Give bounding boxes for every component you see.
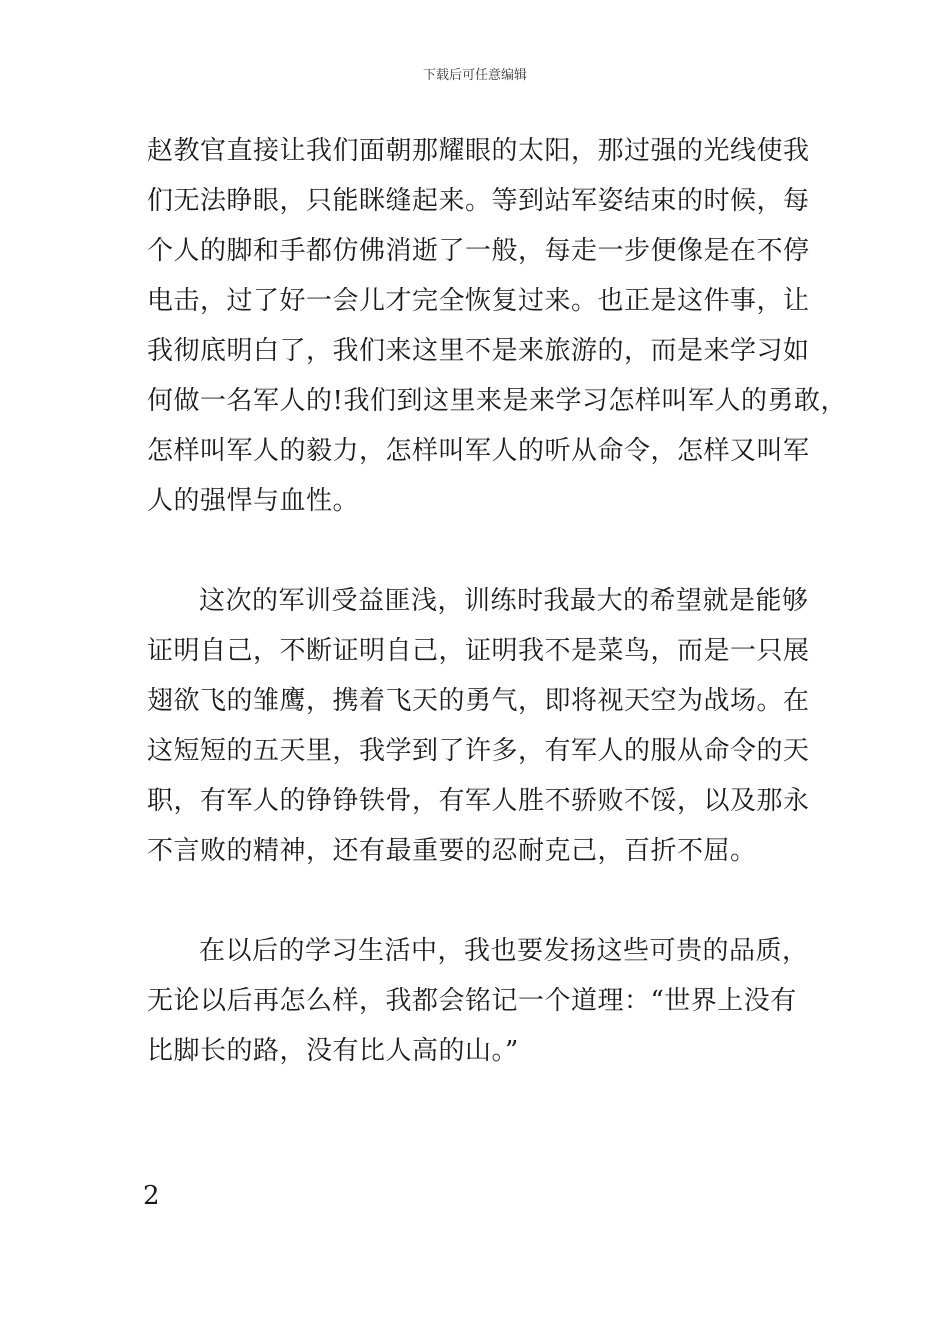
paragraph-line: 电击，过了好一会儿才完全恢复过来。也正是这件事，让: [147, 286, 810, 316]
paragraph-line: 个人的脚和手都仿佛消逝了一般，每走一步便像是在不停: [147, 236, 810, 266]
paragraph-line: 这短短的五天里，我学到了许多，有军人的服从命令的天: [147, 736, 810, 766]
paragraph-2: [147, 576, 819, 876]
paragraph-line: 翅欲飞的雏鹰，携着飞天的勇气，即将视天空为战场。在: [147, 686, 810, 716]
paragraph-line: 在以后的学习生活中，我也要发扬这些可贵的品质，: [199, 936, 809, 966]
paragraph-1: [147, 126, 847, 526]
paragraph-line: 无论以后再怎么样，我都会铭记一个道理：“世界上没有: [147, 986, 797, 1016]
paragraph-3: [147, 926, 819, 1076]
paragraph-line: 这次的军训受益匪浅，训练时我最大的希望就是能够: [199, 586, 809, 616]
paragraph-line: 比脚长的路，没有比人高的山。”: [147, 1036, 519, 1066]
paragraph-line: 怎样叫军人的毅力，怎样叫军人的听从命令，怎样又叫军: [147, 436, 810, 466]
paragraph-line: 赵教官直接让我们面朝那耀眼的太阳，那过强的光线使我: [147, 136, 810, 166]
paragraph-line: 证明自己，不断证明自己，证明我不是菜鸟，而是一只展: [147, 636, 810, 666]
header-note: 下载后可任意编辑: [422, 68, 527, 83]
page-number: 2: [143, 1181, 160, 1211]
paragraph-line: 人的强悍与血性。: [147, 486, 360, 516]
paragraph-line: 不言败的精神，还有最重要的忍耐克己，百折不屈。: [147, 836, 757, 866]
paragraph-line: 何做一名军人的!我们到这里来是来学习怎样叫军人的勇敢，: [147, 386, 847, 416]
paragraph-line: 职，有军人的铮铮铁骨，有军人胜不骄败不馁，以及那永: [147, 786, 810, 816]
paragraph-line: 们无法睁眼，只能眯缝起来。等到站军姿结束的时候，每: [147, 186, 810, 216]
paragraph-line: 我彻底明白了，我们来这里不是来旅游的，而是来学习如: [147, 336, 810, 366]
